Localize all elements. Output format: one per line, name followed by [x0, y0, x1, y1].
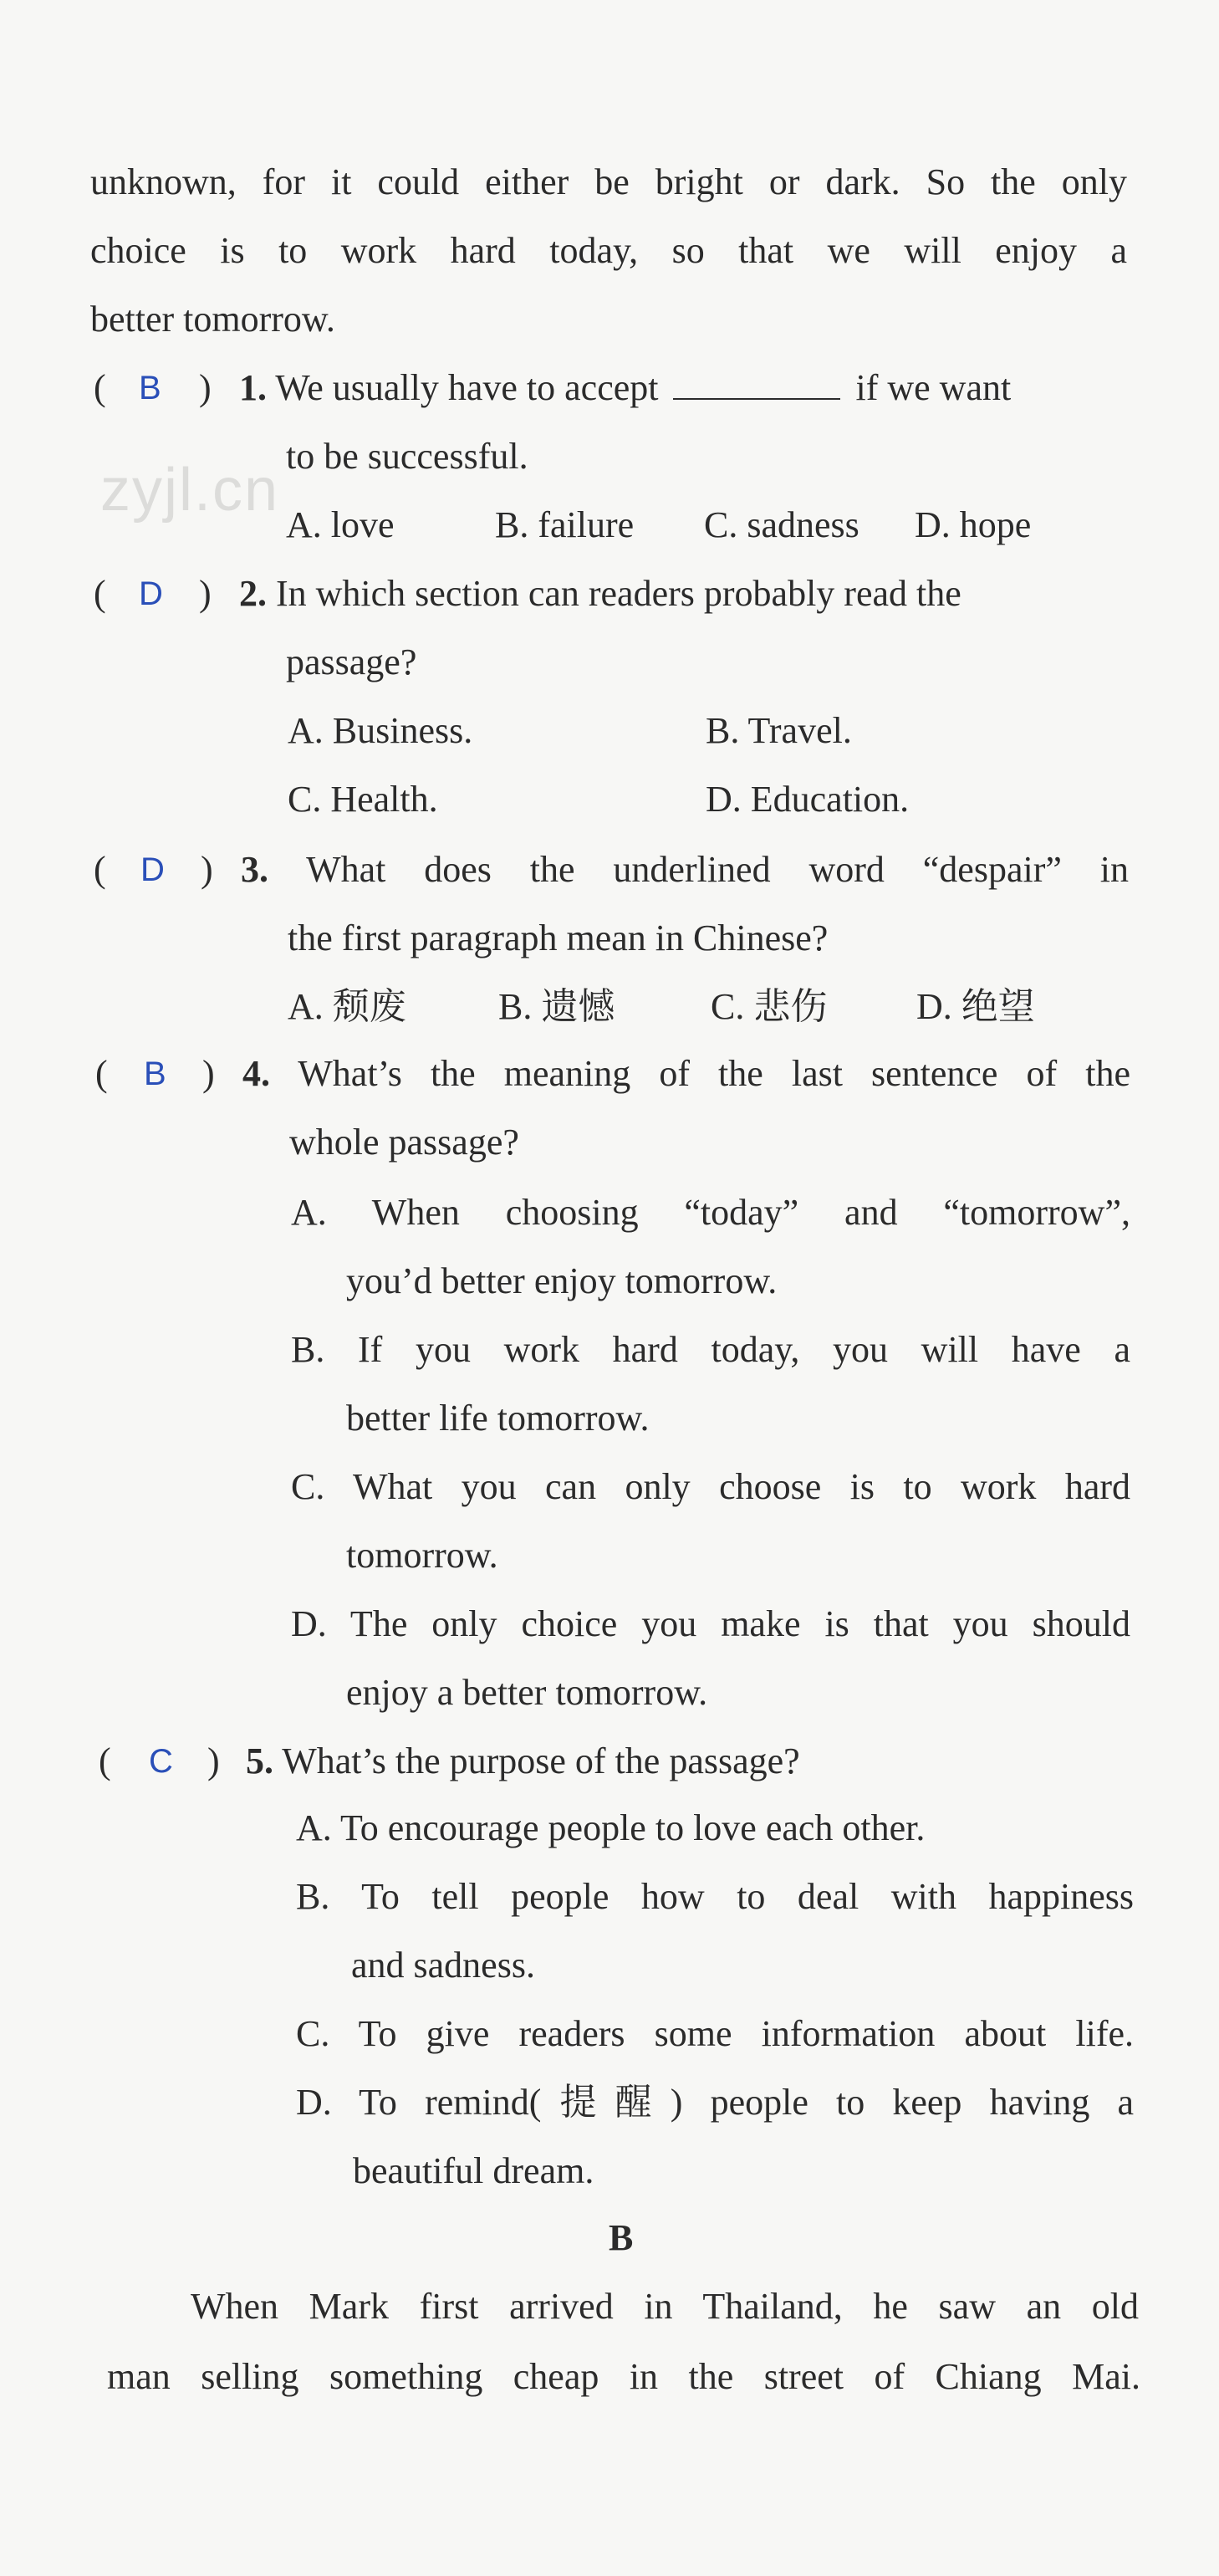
question-4-stem — [242, 1050, 1130, 1097]
answer-paren-close: ) — [207, 1740, 220, 1781]
question-number: 3. — [241, 849, 268, 890]
question-number: 1. — [239, 367, 267, 408]
answer-paren-close: ) — [202, 1053, 215, 1094]
question-5-option-b: B. To tell people how to deal with happiness — [296, 1876, 1134, 1917]
option-b: B. failure — [495, 504, 635, 545]
option-b: B. 遗憾 — [498, 986, 615, 1027]
question-4-option-d-cont: enjoy a better tomorrow. — [346, 1672, 708, 1713]
answer-5: C — [149, 1743, 173, 1780]
question-3-stem-text: What does the underlined word “despair” in — [306, 849, 1129, 890]
intro-line-3: better tomorrow. — [90, 299, 335, 340]
question-4-option-b-cont: better life tomorrow. — [346, 1398, 650, 1439]
option-a: A. Business. — [288, 710, 473, 751]
question-2-stem — [239, 570, 961, 617]
answer-paren-close: ) — [201, 849, 213, 890]
question-5-option-a: A. To encourage people to love each other. — [296, 1807, 926, 1848]
option-c: C. Health. — [288, 779, 438, 820]
question-4-stem-text: What’s the meaning of the last sentence of the — [298, 1053, 1130, 1094]
question-4-option-c-cont: tomorrow. — [346, 1535, 498, 1576]
question-number: 4. — [242, 1053, 270, 1094]
option-a: A. 颓废 — [288, 986, 406, 1027]
answer-2: D — [139, 575, 163, 612]
question-3-stem-line-2: the first paragraph mean in Chinese? — [288, 917, 829, 958]
option-a: A. love — [286, 504, 395, 545]
question-5-option-d-cont: beautiful dream. — [353, 2150, 594, 2191]
question-1-stem — [239, 365, 1011, 411]
section-b-line-1: When Mark first arrived in Thailand, he saw an old — [191, 2286, 1139, 2327]
option-d: D. 绝望 — [916, 986, 1035, 1027]
answer-paren-open: ( — [94, 573, 106, 614]
answer-blank — [673, 370, 840, 400]
question-5-option-b-cont: and sadness. — [351, 1945, 535, 1986]
question-4-option-b: B. If you work hard today, you will have a — [291, 1329, 1130, 1370]
answer-paren-open: ( — [99, 1740, 111, 1781]
question-1-stem-post: if we want — [855, 367, 1012, 408]
question-4-option-c: C. What you can only choose is to work hard — [291, 1466, 1130, 1507]
intro-line-1: unknown, for it could either be bright or dark. So the only — [90, 161, 1127, 202]
question-5-stem — [246, 1738, 800, 1785]
question-2-stem-line-2: passage? — [286, 641, 417, 682]
question-3-stem — [241, 846, 1129, 893]
question-4-option-d: D. The only choice you make is that you should — [291, 1603, 1130, 1644]
answer-paren-close: ) — [199, 367, 212, 408]
answer-paren-open: ( — [94, 849, 106, 890]
question-5-option-d: D. To remind(提醒) people to keep having a — [296, 2082, 1134, 2123]
section-heading: B — [609, 2217, 634, 2258]
question-4-option-a: A. When choosing “today” and “tomorrow”, — [291, 1192, 1130, 1233]
intro-line-2: choice is to work hard today, so that we will enjoy a — [90, 230, 1127, 271]
question-5-option-c: C. To give readers some information about life. — [296, 2013, 1134, 2054]
option-b: B. Travel. — [706, 710, 852, 751]
question-4-option-a-cont: you’d better enjoy tomorrow. — [346, 1260, 778, 1301]
question-1-stem-line-2: to be successful. — [286, 436, 528, 477]
question-4-stem-line-2: whole passage? — [289, 1122, 519, 1163]
question-2-stem-text: In which section can readers probably read the — [276, 573, 961, 614]
answer-1: B — [139, 370, 161, 406]
answer-paren-open: ( — [95, 1053, 108, 1094]
option-d: D. hope — [915, 504, 1032, 545]
option-c: C. 悲伤 — [711, 986, 828, 1027]
section-b-line-2: man selling something cheap in the street of Chiang Mai. — [107, 2356, 1140, 2397]
answer-paren-close: ) — [199, 573, 212, 614]
answer-paren-open: ( — [94, 367, 106, 408]
option-d: D. Education. — [706, 779, 910, 820]
question-1-stem-pre: We usually have to accept — [275, 367, 659, 408]
question-number: 5. — [246, 1740, 273, 1781]
watermark: zyjl.cn — [100, 457, 280, 524]
answer-3: D — [140, 851, 165, 888]
question-5-stem-text: What’s the purpose of the passage? — [282, 1740, 800, 1781]
option-c: C. sadness — [704, 504, 859, 545]
answer-4: B — [144, 1055, 166, 1092]
question-number: 2. — [239, 573, 267, 614]
